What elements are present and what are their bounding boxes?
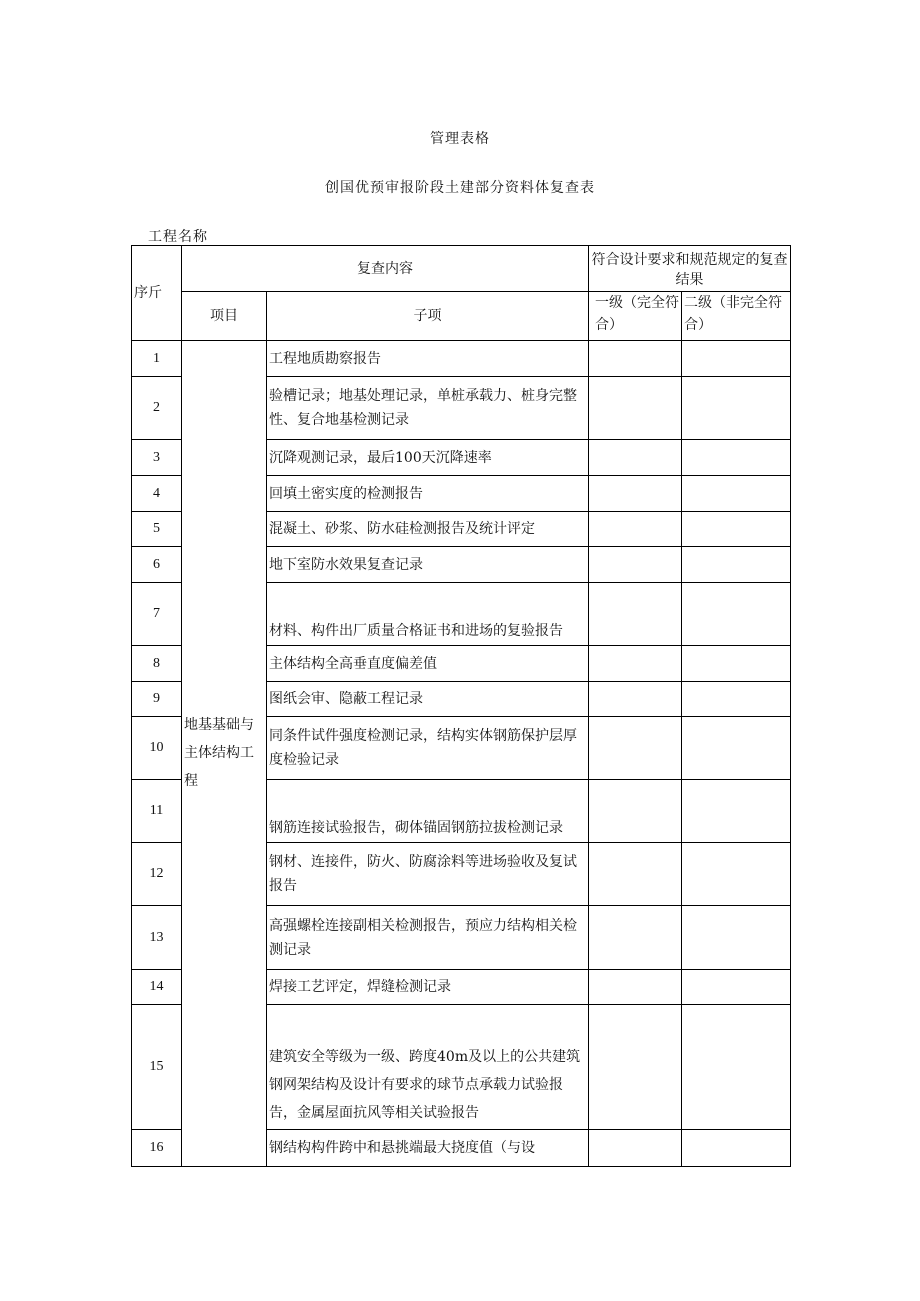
review-table [131, 245, 791, 1167]
subitem-text: 建筑安全等级为一级、跨度40m及以上的公共建筑钢网架结构及设计有要求的球节点承载力试验报告，金属屋面抗风等相关试验报告 [267, 1005, 589, 1130]
header-seq: 序斤 [132, 246, 182, 341]
grade2-cell [682, 646, 791, 682]
form-title: 创国优预审报阶段土建部分资料体复查表 [325, 180, 595, 196]
category-cell: 地基基础与主体结构工程 [182, 341, 267, 1167]
subitem-text: 焊接工艺评定，焊缝检测记录 [267, 970, 589, 1005]
grade2-cell [682, 341, 791, 377]
grade1-cell [589, 583, 682, 646]
grade2-cell [682, 682, 791, 717]
header-result: 符合设计要求和规范规定的复查结果 [589, 246, 791, 292]
project-name-label: 工程名称 [148, 229, 208, 245]
grade1-cell [589, 682, 682, 717]
grade2-cell [682, 440, 791, 476]
grade1-cell [589, 843, 682, 906]
grade1-cell [589, 341, 682, 377]
row-number: 14 [132, 970, 182, 1005]
grade1-cell [589, 970, 682, 1005]
grade1-cell [589, 476, 682, 512]
grade2-cell [682, 476, 791, 512]
row-number: 13 [132, 906, 182, 970]
grade1-cell [589, 377, 682, 440]
grade2-cell [682, 780, 791, 843]
row-number: 1 [132, 341, 182, 377]
grade2-cell [682, 906, 791, 970]
row-number: 2 [132, 377, 182, 440]
grade1-cell [589, 780, 682, 843]
header-grade1: 一级（完全符合） [589, 292, 682, 341]
subitem-text: 同条件试件强度检测记录，结构实体钢筋保护层厚度检验记录 [267, 717, 589, 780]
row-number: 7 [132, 583, 182, 646]
subitem-text: 回填土密实度的检测报告 [267, 476, 589, 512]
grade2-cell [682, 377, 791, 440]
subitem-text: 材料、构件出厂质量合格证书和进场的复验报告 [267, 583, 589, 646]
grade1-cell [589, 547, 682, 583]
subitem-text: 图纸会审、隐蔽工程记录 [267, 682, 589, 717]
subitem-text: 钢筋连接试验报告，砌体锚固钢筋拉拔检测记录 [267, 780, 589, 843]
subitem-text: 验槽记录；地基处理记录，单桩承载力、桩身完整性、复合地基检测记录 [267, 377, 589, 440]
subitem-text: 钢材、连接件，防火、防腐涂料等进场验收及复试报告 [267, 843, 589, 906]
grade2-cell [682, 1130, 791, 1167]
grade1-cell [589, 440, 682, 476]
grade1-cell [589, 646, 682, 682]
grade1-cell [589, 512, 682, 547]
header-item: 项目 [182, 292, 267, 341]
row-number: 6 [132, 547, 182, 583]
grade2-cell [682, 1005, 791, 1130]
subitem-text: 地下室防水效果复查记录 [267, 547, 589, 583]
row-number: 9 [132, 682, 182, 717]
row-number: 16 [132, 1130, 182, 1167]
row-number: 5 [132, 512, 182, 547]
row-number: 8 [132, 646, 182, 682]
grade2-cell [682, 547, 791, 583]
subitem-text: 沉降观测记录，最后100天沉降速率 [267, 440, 589, 476]
grade1-cell [589, 906, 682, 970]
grade2-cell [682, 843, 791, 906]
grade1-cell [589, 717, 682, 780]
row-number: 4 [132, 476, 182, 512]
subitem-text: 高强螺栓连接副相关检测报告，预应力结构相关检测记录 [267, 906, 589, 970]
grade1-cell [589, 1005, 682, 1130]
row-number: 11 [132, 780, 182, 843]
subitem-text: 混凝土、砂浆、防水硅检测报告及统计评定 [267, 512, 589, 547]
subitem-text: 钢结构构件跨中和悬挑端最大挠度值（与设 [267, 1130, 589, 1167]
grade2-cell [682, 970, 791, 1005]
subitem-text: 工程地质勘察报告 [267, 341, 589, 377]
row-number: 12 [132, 843, 182, 906]
document-header: 管理表格 [430, 131, 490, 147]
row-number: 3 [132, 440, 182, 476]
grade1-cell [589, 1130, 682, 1167]
grade2-cell [682, 583, 791, 646]
subitem-text: 主体结构全高垂直度偏差值 [267, 646, 589, 682]
header-grade2: 二级（非完全符合） [682, 292, 791, 341]
grade2-cell [682, 512, 791, 547]
header-content: 复查内容 [182, 246, 589, 292]
row-number: 15 [132, 1005, 182, 1130]
header-subitem: 子项 [267, 292, 589, 341]
grade2-cell [682, 717, 791, 780]
row-number: 10 [132, 717, 182, 780]
